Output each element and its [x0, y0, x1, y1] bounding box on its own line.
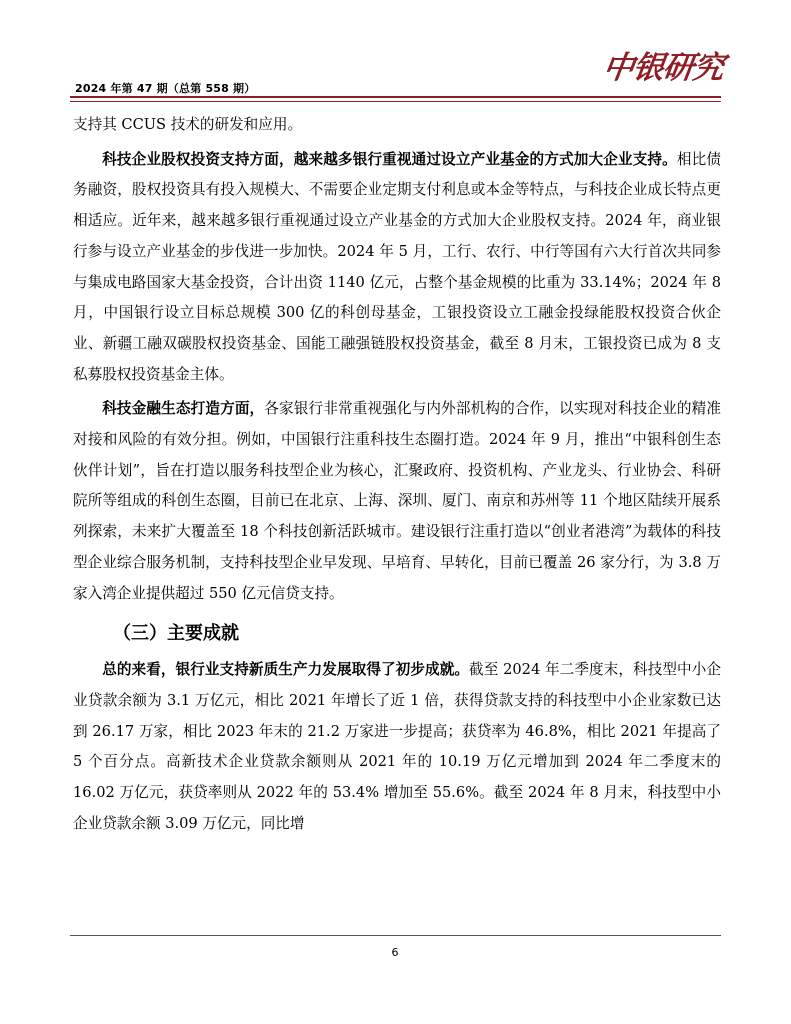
paragraph-text: 截至 2024 年二季度末，科技型中小企业贷款余额为 3.1 万亿元，相比 2021 年增长了近 1 倍，获得贷款支持的科技型中小企业家数已达到 26.17 万家，相比 2023 年末的 21.2 万家进一步提高；获贷率为 46.8%，相比 2021 年提高了 5 个百分点。高新技术企业贷款余额则从 2021 年的 10.19 万亿元增加到 2024 年二季度末的 16.02 万亿元，获贷率则从 2022 年的 53.4% 增加至 55.6%。截至 2024 年 8 月末，科技型中小企业贷款余额 3.09 万亿元，同比增	[73, 661, 721, 832]
paragraph-equity-investment	[73, 145, 721, 391]
paragraph-lead: 科技企业股权投资支持方面，越来越多银行重视通过设立产业基金的方式加大企业支持。	[102, 150, 677, 168]
paragraph-lead: 总的来看，银行业支持新质生产力发展取得了初步成就。	[102, 661, 470, 679]
paragraph-achievements	[73, 655, 721, 839]
header-divider	[70, 96, 721, 98]
paragraph-text: 相比债务融资，股权投资具有投入规模大、不需要企业定期支付利息或本金等特点，与科技企业成长特点更相适应。近年来，越来越多银行重视通过设立产业基金的方式加大企业股权支持。2024 年，商业银行参与设立产业基金的步伐进一步加快。2024 年 5 月，工行、农行、中行等国有六大行首次共同参与集成电路国家大基金投资，合计出资 1140 亿元，占整个基金规模的比重为 33.14%；2024 年 8 月，中国银行设立目标总规模 300 亿的科创母基金，工银投资设立工融金投绿能股权投资合伙企业、新疆工融双碳股权投资基金、国能工融强链股权投资基金，截至 8 月末，工银投资已成为 8 支私募股权投资基金主体。	[73, 150, 721, 383]
paragraph-lead: 科技金融生态打造方面，	[102, 400, 265, 418]
footer-divider	[70, 935, 721, 936]
page-number: 6	[391, 946, 399, 959]
header-divider-thin	[70, 101, 721, 102]
article-body	[73, 110, 721, 839]
brand-logo: 中银研究	[600, 50, 726, 86]
paragraph-text: 各家银行非常重视强化与内外部机构的合作，以实现对科技企业的精准对接和风险的有效分担。例如，中国银行注重科技生态圈打造。2024 年 9 月，推出“中银科创生态伙伴计划”，旨在打造以服务科技型企业为核心，汇聚政府、投资机构、产业龙头、行业协会、科研院所等组成的科创生态圈，目前已在北京、上海、深圳、厦门、南京和苏州等 11 个地区陆续开展系列探索，未来扩大覆盖至 18 个科技创新活跃城市。建设银行注重打造以“创业者港湾”为载体的科技型企业综合服务机制，支持科技型企业早发现、早培育、早转化，目前已覆盖 26 家分行，为 3.8 万家入湾企业提供超过 550 亿元信贷支持。	[73, 400, 721, 602]
paragraph-ecosystem	[73, 394, 721, 609]
section-heading: （三）主要成就	[113, 623, 239, 645]
paragraph-continuation: 支持其 CCUS 技术的研发和应用。	[73, 116, 303, 133]
issue-number: 2024 年第 47 期（总第 558 期）	[75, 82, 256, 95]
